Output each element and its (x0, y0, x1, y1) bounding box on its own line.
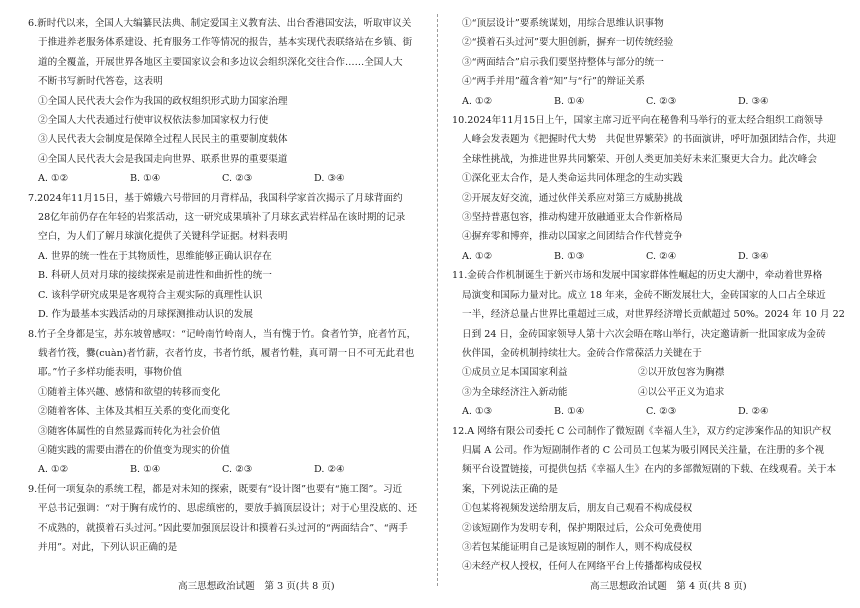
q8-option-1: ①随着主体兴趣、感情和欲望的转移而变化 (38, 386, 221, 398)
q11-options-row-1 (452, 363, 848, 382)
q10-stem-line-2: 人峰会发表题为《把握时代大势 共促世界繁荣》的书面演讲，呼吁加强团结合作，共迎 (462, 134, 837, 146)
q9-stem-line-1: 9.任何一项复杂的系统工程，都是对未知的探索，既要有“设计图”也要有“施工图”。习近 (28, 483, 403, 495)
q6-choice-d: D. ③④ (314, 173, 345, 185)
q12-stem-line-1: 12.A 网络有限公司委托 C 公司制作了微短剧《幸福人生》，双方约定涉案作品的知识产权 (452, 425, 832, 437)
q8-choice-b: B. ①④ (130, 464, 161, 476)
q11-option-4: ④以公平正义为追求 (638, 386, 725, 398)
q11-choice-c: C. ②③ (646, 406, 677, 418)
q10-option-2: ②开展友好交流，通过伙伴关系应对第三方威胁挑战 (462, 192, 683, 204)
q11-stem-line-3: 一半，经济总量占世界比重超过三成，对世界经济增长贡献超过 50%。2024 年 10 月 22 (462, 309, 845, 321)
q8-answer-choices (28, 460, 424, 479)
q6-stem-line-4: 不断书写新时代答卷，这表明 (38, 76, 163, 88)
page-footer-right: 高三思想政治试题 第 4 页(共 8 页) (590, 581, 747, 592)
q11-stem-line-2: 局演变和国际力量对比。成立 18 年来，金砖不断发展壮大，金砖国家的人口占全球近 (462, 289, 826, 301)
column-divider (437, 14, 439, 586)
q11-choice-d: D. ②④ (738, 406, 769, 418)
left-column (28, 14, 424, 557)
q11-option-3: ③为全球经济注入新动能 (462, 386, 568, 398)
q9-answer-choices (452, 92, 848, 111)
q12-stem-line-3: 频平台设置链接，可提供包括《幸福人生》在内的多部微短剧的下载、在线观看。关于本 (462, 464, 837, 476)
q12-stem-line-2: 归属 A 公司。作为短剧制作者的 C 公司员工包某为吸引网民关注量，在注册的多个视 (462, 444, 825, 456)
q7-stem-line-1: 7.2024年11月15日，基于嫦娥六号带回的月背样品，我国科学家首次揭示了月球背面约 (28, 192, 403, 204)
q11-choice-a: A. ①③ (462, 406, 493, 418)
q11-stem-line-5: 伙伴国，金砖机制持续壮大。金砖合作常葆活力关键在于 (462, 347, 702, 359)
q10-choice-d: D. ③④ (738, 250, 769, 262)
q10-choice-b: B. ①③ (554, 250, 585, 262)
q7-option-d: D. 作为最基本实践活动的月球探测推动认识的发展 (38, 309, 253, 321)
q9-option-4: ④“两手并用”蕴含着“知”与“行”的辩证关系 (462, 76, 645, 88)
q9-choice-a: A. ①② (462, 95, 493, 107)
q7-option-c: C. 该科学研究成果是客观符合主观实际的真理性认识 (38, 289, 263, 301)
q10-answer-choices (452, 247, 848, 266)
q8-stem-line-2: 载者竹筏，爨(cuàn)者竹薪，衣者竹皮，书者竹纸，履者竹鞋，真可谓一日不可无此君也 (38, 347, 415, 359)
q6-choice-c: C. ②③ (222, 173, 253, 185)
q12-option-1: ①包某将视频发送给朋友后，朋友自己观看不构成侵权 (462, 503, 693, 515)
q10-stem-line-3: 全球性挑战，为推进世界共同繁荣、开创人类更加美好未来汇聚更大合力。此次峰会 (462, 153, 817, 165)
q9-option-2: ②“摸着石头过河”要大胆创新，摒弃一切传统经验 (462, 37, 674, 49)
q11-answer-choices (452, 402, 848, 421)
q9-stem-line-2: 平总书记强调：“对于胸有成竹的、思虑缜密的，要放手搞顶层设计；对于心里没底的、还 (38, 503, 418, 515)
q6-option-3: ③人民代表大会制度是保障全过程人民民主的重要制度载体 (38, 134, 288, 146)
q9-stem-line-3: 不成熟的，就摸着石头过河。”因此要加强顶层设计和摸着石头过河的“两面结合”、“两手 (38, 522, 408, 534)
q11-option-2: ②以开放包容为胸襟 (638, 367, 725, 379)
q10-option-4: ④摒弃零和博弈，推动以国家之间团结合作代替竞争 (462, 231, 683, 243)
q8-stem-line-1: 8.竹子全身都是宝，苏东坡曾感叹：“记岭南竹岭南人，当有愧于竹。食者竹笋，庇者竹瓦， (28, 328, 417, 340)
q7-option-b: B. 科研人员对月球的接续探索是前进性和曲折性的统一 (38, 270, 272, 282)
page-footer-left: 高三思想政治试题 第 3 页(共 8 页) (178, 581, 335, 592)
q11-stem-line-1: 11.金砖合作机制诞生于新兴市场和发展中国家群体性崛起的历史大潮中，牵动着世界格 (452, 270, 823, 282)
q9-stem-line-4: 并用”。对此，下列认识正确的是 (38, 541, 178, 553)
q9-option-3: ③“两面结合”启示我们要坚持整体与部分的统一 (462, 56, 664, 68)
q7-stem-line-2: 28亿年前仍存在年轻的岩浆活动，这一研究成果填补了月球玄武岩样品在该时期的记录 (38, 212, 406, 224)
q8-choice-a: A. ①② (38, 464, 69, 476)
q12-option-4: ④未经产权人授权，任何人在网络平台上传播都构成侵权 (462, 561, 702, 573)
q10-stem-line-1: 10.2024年11月15日上午，国家主席习近平向在秘鲁利马举行的亚太经合组织工商领导 (452, 115, 824, 127)
q12-stem-line-4: 案，下列说法正确的是 (462, 483, 558, 495)
q6-option-4: ④全国人民代表大会是我国走向世界、联系世界的重要渠道 (38, 153, 288, 165)
q10-option-3: ③坚持普惠包容，推动构建开放融通亚太合作新格局 (462, 212, 683, 224)
q8-choice-c: C. ②③ (222, 464, 253, 476)
q7-stem-line-3: 空白，为人们了解月球演化提供了关键科学证据。材料表明 (38, 231, 288, 243)
q9-choice-d: D. ③④ (738, 95, 769, 107)
q10-choice-c: C. ②④ (646, 250, 677, 262)
q10-choice-a: A. ①② (462, 250, 493, 262)
q6-option-2: ②全国人大代表通过行使审议权依法参加国家权力行使 (38, 115, 269, 127)
q8-option-2: ②随着客体、主体及其相互关系的变化而变化 (38, 406, 230, 418)
q11-stem-line-4: 日到 24 日，金砖国家领导人第十六次会晤在喀山举行，决定邀请新一批国家成为金砖 (462, 328, 826, 340)
q6-answer-choices (28, 169, 424, 188)
q11-choice-b: B. ①④ (554, 406, 585, 418)
q6-choice-b: B. ①④ (130, 173, 161, 185)
q7-option-a: A. 世界的统一性在于其物质性，思维能够正确认识存在 (38, 250, 272, 262)
q8-stem-line-3: 耶。”竹子多样功能表明，事物价值 (38, 367, 183, 379)
q6-stem-line-2: 于推进养老服务体系建设、托育服务工作等情况的报告，基本实现代表联络站在乡镇、街 (38, 37, 413, 49)
q9-option-1: ①“顶层设计”要系统谋划，用综合思维认识事物 (462, 18, 664, 29)
q11-option-1: ①成员立足本国国家利益 (462, 367, 568, 379)
q12-option-2: ②该短剧作为发明专利，保护期限过后，公众可免费使用 (462, 522, 702, 534)
q6-stem-line-3: 道的全覆盖，开展世界各地区主要国家议会和多边议会组织深化交往合作……全国人大 (38, 56, 403, 68)
q6-stem-line-1: 6.新时代以来，全国人大编纂民法典、制定爱国主义教育法、出台香港国安法，听取审议关 (28, 18, 412, 29)
q9-choice-c: C. ②③ (646, 95, 677, 107)
right-column (452, 14, 848, 577)
q8-option-3: ③随客体属性的自然显露而转化为社会价值 (38, 425, 221, 437)
q8-choice-d: D. ②④ (314, 464, 345, 476)
q9-choice-b: B. ①④ (554, 95, 585, 107)
q12-option-3: ③若包某能证明自己是该短剧的制作人，则不构成侵权 (462, 541, 693, 553)
q10-option-1: ①深化亚太合作，是人类命运共同体理念的生动实践 (462, 173, 683, 185)
q6-option-1: ①全国人民代表大会作为我国的政权组织形式助力国家治理 (38, 95, 288, 107)
q6-choice-a: A. ①② (38, 173, 69, 185)
q11-options-row-2 (452, 383, 848, 402)
q8-option-4: ④随实践的需要由潜在的价值变为现实的价值 (38, 444, 230, 456)
